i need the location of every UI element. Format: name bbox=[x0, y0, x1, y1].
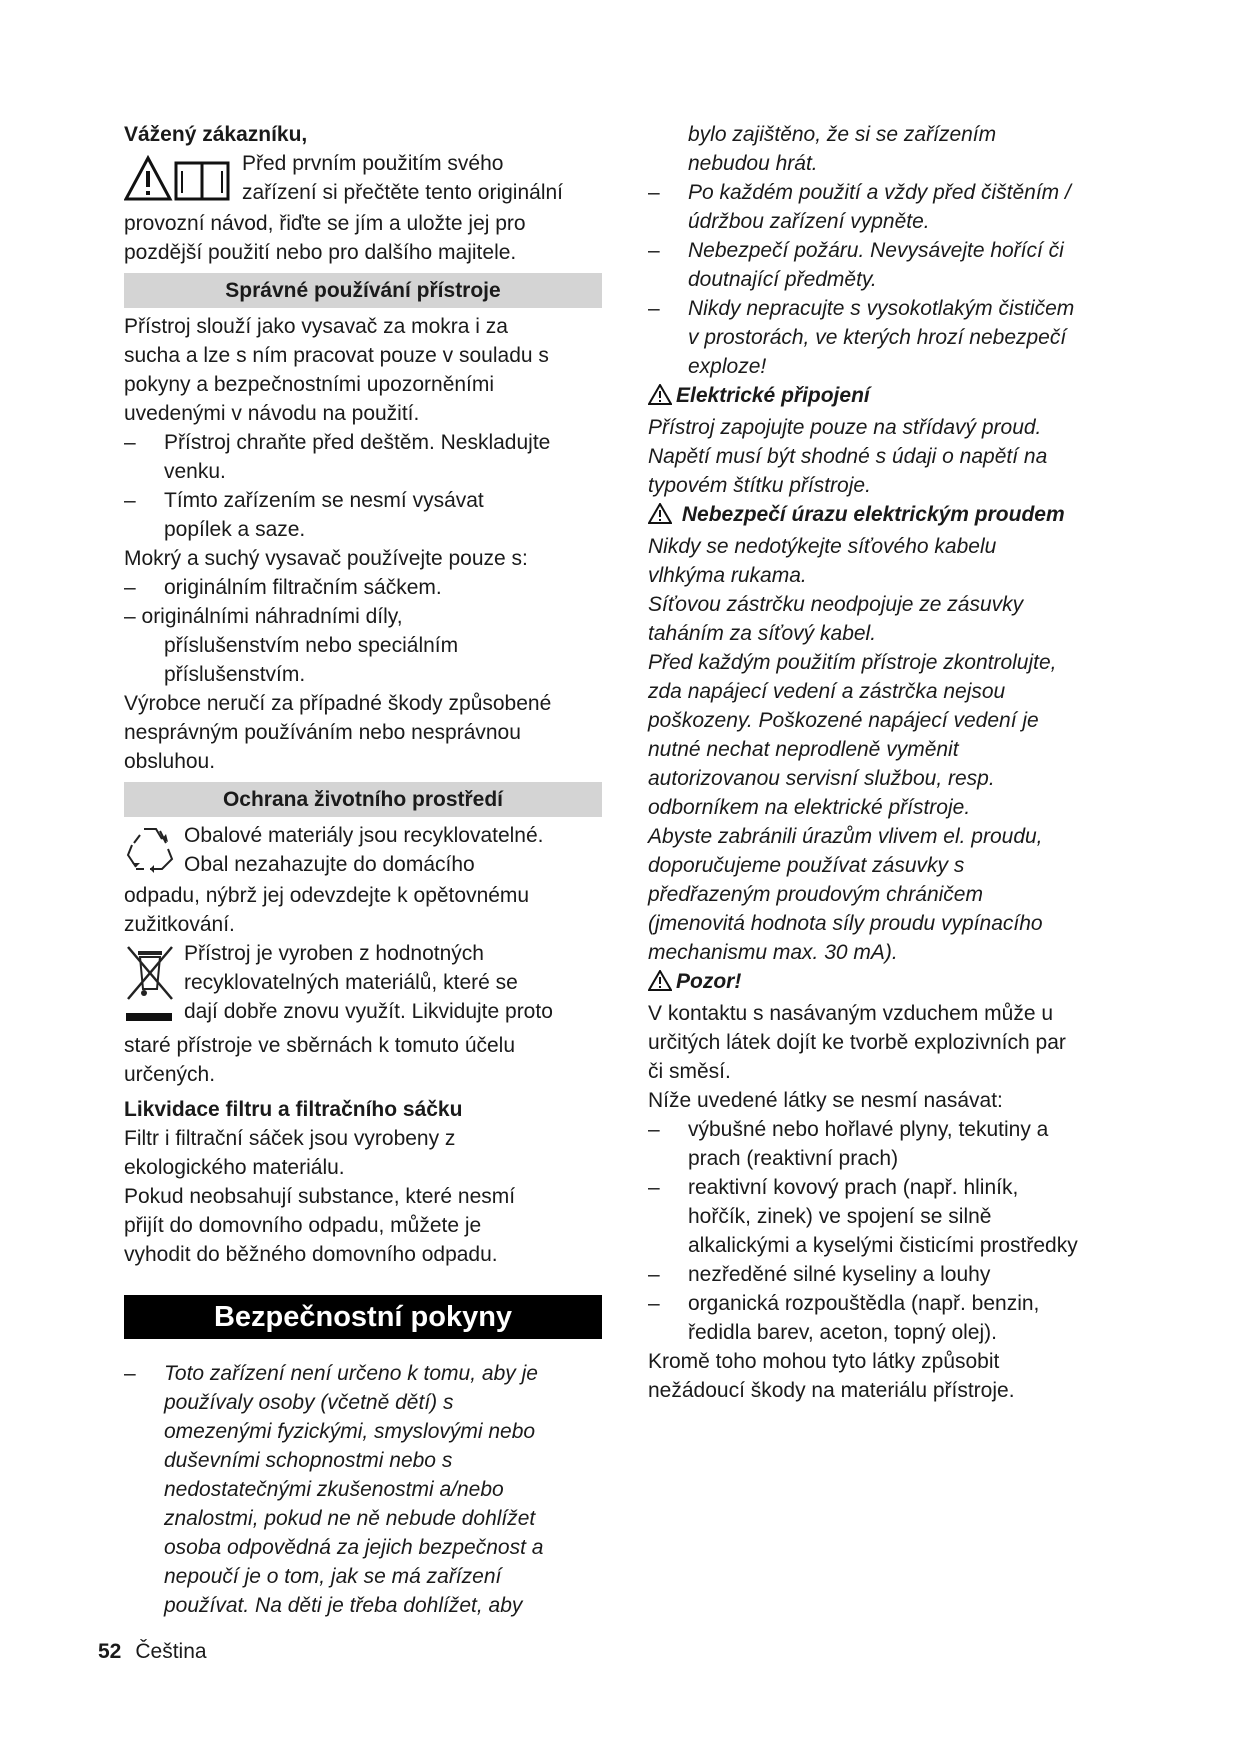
body-line: vyhodit do běžného domovního odpadu. bbox=[124, 1243, 498, 1266]
list-item-text: doutnající předměty. bbox=[688, 268, 877, 291]
dash-marker: – bbox=[648, 297, 660, 320]
right-column bbox=[648, 120, 1138, 1405]
list-item-text: duševními schopnostmi nebo s bbox=[164, 1449, 453, 1472]
crossed-bin-icon bbox=[124, 941, 176, 1031]
body-line: obsluhou. bbox=[124, 750, 216, 773]
list-item-text: Nikdy nepracujte s vysokotlakým čističem bbox=[688, 297, 1075, 320]
recycle-block bbox=[124, 821, 602, 939]
body-line: ekologického materiálu. bbox=[124, 1156, 345, 1179]
intro-line: pozdější použití nebo pro dalšího majitele. bbox=[124, 241, 517, 264]
body-line: (jmenovitá hodnota síly proudu vypínacího bbox=[648, 912, 1043, 935]
body-line: pokyny a bezpečnostními upozorněními bbox=[124, 373, 495, 396]
body-line: Nikdy se nedotýkejte síťového kabelu bbox=[648, 535, 997, 558]
warning-icon bbox=[648, 970, 672, 999]
list-item-text: Tímto zařízením se nesmí vysávat bbox=[164, 489, 484, 512]
list-item-text: příslušenstvím nebo speciálním bbox=[164, 634, 459, 657]
body-line: zužitkování. bbox=[124, 913, 235, 936]
list-item-text: omezenými fyzickými, smyslovými nebo bbox=[164, 1420, 536, 1443]
dash-marker: – bbox=[124, 576, 136, 599]
list-item-text: používat. Na děti je třeba dohlížet, aby bbox=[164, 1594, 523, 1617]
intro-block bbox=[124, 149, 602, 267]
list-item-text: nepoučí je o tom, jak se má zařízení bbox=[164, 1565, 502, 1588]
list-item-text: originálním filtračním sáčkem. bbox=[164, 576, 442, 599]
list-item-text: hořčík, zinek) ve spojení se silně bbox=[688, 1205, 992, 1228]
shock-heading-text: Nebezpečí úrazu elektrickým proudem bbox=[681, 503, 1065, 526]
list-item-text: Nebezpečí požáru. Nevysávejte hořící či bbox=[688, 239, 1064, 262]
greeting: Vážený zákazníku, bbox=[124, 123, 308, 146]
body-line: Pokud neobsahují substance, které nesmí bbox=[124, 1185, 516, 1208]
list-item-text: Přístroj chraňte před deštěm. Neskladujte bbox=[164, 431, 551, 454]
body-line: Obal nezahazujte do domácího bbox=[184, 853, 475, 876]
body-line: nutné nechat neprodleně vyměnit bbox=[648, 738, 959, 761]
body-line: odborníkem na elektrické přístroje. bbox=[648, 796, 971, 819]
list-item-text: alkalickými a kyselými čisticími prostředky bbox=[688, 1234, 1078, 1257]
dash-marker: – bbox=[648, 1292, 660, 1315]
intro-line: zařízení si přečtěte tento originální bbox=[242, 181, 564, 204]
body-line: Níže uvedené látky se nesmí nasávat: bbox=[648, 1089, 1003, 1112]
caution-heading bbox=[648, 967, 1138, 999]
body-line: sucha a lze s ním pracovat pouze v souladu s bbox=[124, 344, 549, 367]
list-item-text: organická rozpouštědla (např. benzin, bbox=[688, 1292, 1040, 1315]
body-line: dají dobře znovu využít. Likvidujte proto bbox=[184, 1000, 553, 1023]
list-item-text: v prostorách, ve kterých hrozí nebezpečí bbox=[688, 326, 1067, 349]
shock-heading bbox=[648, 500, 1138, 532]
body-line: odpadu, nýbrž jej odevzdejte k opětovnému bbox=[124, 884, 530, 907]
section-heading-environment: Ochrana životního prostředí bbox=[124, 782, 602, 817]
body-line: Abyste zabránili úrazům vlivem el. proudu, bbox=[648, 825, 1043, 848]
warning-icon bbox=[648, 384, 672, 413]
body-line: či směsí. bbox=[648, 1060, 731, 1083]
list-item-text: Toto zařízení není určeno k tomu, aby je bbox=[164, 1362, 538, 1385]
safety-heading: Bezpečnostní pokyny bbox=[124, 1295, 602, 1339]
body-line: přijít do domovního odpadu, můžete je bbox=[124, 1214, 482, 1237]
body-line: nežádoucí škody na materiálu přístroje. bbox=[648, 1379, 1015, 1402]
shock-body bbox=[648, 532, 1138, 967]
body-line: Přístroj je vyroben z hodnotných bbox=[184, 942, 484, 965]
body-line: Napětí musí být shodné s údaji o napětí na bbox=[648, 445, 1048, 468]
electrical-heading bbox=[648, 381, 1138, 413]
filter-heading: Likvidace filtru a filtračního sáčku bbox=[124, 1098, 463, 1121]
dash-marker: – bbox=[648, 1176, 660, 1199]
list-item bbox=[124, 486, 602, 544]
list-item-text: – originálními náhradními díly, bbox=[124, 605, 403, 628]
body-line: doporučujeme používat zásuvky s bbox=[648, 854, 965, 877]
body-line: V kontaktu s nasávaným vzduchem může u bbox=[648, 1002, 1054, 1025]
list-item-text: nebudou hrát. bbox=[688, 152, 818, 175]
list-item bbox=[124, 573, 602, 602]
body-line: Před každým použitím přístroje zkontrolujte, bbox=[648, 651, 1057, 674]
body-line: určitých látek dojít ke tvorbě explozivních par bbox=[648, 1031, 1066, 1054]
list-item-text: ředidla barev, aceton, topný olej). bbox=[688, 1321, 997, 1344]
list-item-text: bylo zajištěno, že si se zařízením bbox=[688, 123, 997, 146]
dash-marker: – bbox=[124, 1362, 136, 1385]
body-line: taháním za síťový kabel. bbox=[648, 622, 877, 645]
list-item bbox=[648, 1173, 1138, 1260]
warning-manual-icon bbox=[124, 155, 234, 209]
dash-marker: – bbox=[648, 239, 660, 262]
intro-line: Před prvním použitím svého bbox=[242, 152, 504, 175]
body-line: Mokrý a suchý vysavač používejte pouze s: bbox=[124, 547, 528, 570]
list-item-text: výbušné nebo hořlavé plyny, tekutiny a bbox=[688, 1118, 1049, 1141]
body-line: recyklovatelných materiálů, které se bbox=[184, 971, 518, 994]
page-footer bbox=[98, 1640, 207, 1664]
page-number: 52 bbox=[98, 1640, 122, 1663]
section-heading-proper-use: Správné používání přístroje bbox=[124, 273, 602, 308]
dash-marker: – bbox=[124, 489, 136, 512]
body-line: Kromě toho mohou tyto látky způsobit bbox=[648, 1350, 1000, 1373]
list-item-text: osoba odpovědná za jejich bezpečnost a bbox=[164, 1536, 544, 1559]
body-line: Obalové materiály jsou recyklovatelné. bbox=[184, 824, 544, 847]
list-item-text: prach (reaktivní prach) bbox=[688, 1147, 899, 1170]
list-item bbox=[648, 178, 1138, 236]
body-line: zda napájecí vedení a zástrčka nejsou bbox=[648, 680, 1006, 703]
body-line: mechanismu max. 30 mA). bbox=[648, 941, 898, 964]
body-line: staré přístroje ve sběrnách k tomuto účelu bbox=[124, 1034, 516, 1057]
body-line: nesprávným používáním nebo nesprávnou bbox=[124, 721, 521, 744]
left-column bbox=[124, 120, 602, 1620]
list-item bbox=[124, 428, 602, 486]
list-item-text: nezředěné silné kyseliny a louhy bbox=[688, 1263, 991, 1286]
warning-icon bbox=[648, 503, 672, 532]
body-line: určených. bbox=[124, 1063, 216, 1086]
list-item-text: exploze! bbox=[688, 355, 767, 378]
body-line: Filtr i filtrační sáček jsou vyrobeny z bbox=[124, 1127, 456, 1150]
body-line: uvedenými v návodu na použití. bbox=[124, 402, 420, 425]
list-item-text: používaly osoby (včetně dětí) s bbox=[164, 1391, 454, 1414]
body-line: poškozeny. Poškozené napájecí vedení je bbox=[648, 709, 1039, 732]
body-line: Síťovou zástrčku neodpojuje ze zásuvky bbox=[648, 593, 1024, 616]
caution-heading-text: Pozor! bbox=[676, 970, 742, 993]
dash-marker: – bbox=[648, 1263, 660, 1286]
list-item-text: venku. bbox=[164, 460, 226, 483]
list-item bbox=[648, 1260, 1138, 1289]
list-item-text: Po každém použití a vždy před čištěním / bbox=[688, 181, 1071, 204]
body-line: Přístroj zapojujte pouze na střídavý proud. bbox=[648, 416, 1042, 439]
dash-marker: – bbox=[648, 181, 660, 204]
weee-block bbox=[124, 939, 602, 1089]
list-item-text: popílek a saze. bbox=[164, 518, 306, 541]
list-item bbox=[648, 294, 1138, 381]
list-item-text: nedostatečnými zkušenostmi a/nebo bbox=[164, 1478, 504, 1501]
list-item-text: reaktivní kovový prach (např. hliník, bbox=[688, 1176, 1019, 1199]
list-item-text: znalostmi, pokud ne ně nebude dohlížet bbox=[164, 1507, 536, 1530]
body-line: Výrobce neručí za případné škody způsobené bbox=[124, 692, 552, 715]
list-item bbox=[648, 1115, 1138, 1173]
footer-language: Čeština bbox=[135, 1640, 207, 1663]
list-item-text: údržbou zařízení vypněte. bbox=[688, 210, 930, 233]
body-line: Přístroj slouží jako vysavač za mokra i za bbox=[124, 315, 508, 338]
dash-marker: – bbox=[124, 431, 136, 454]
list-item bbox=[648, 236, 1138, 294]
dash-marker: – bbox=[648, 1118, 660, 1141]
list-item bbox=[648, 1289, 1138, 1347]
body-line: vlhkýma rukama. bbox=[648, 564, 807, 587]
electrical-heading-text: Elektrické připojení bbox=[676, 384, 870, 407]
list-item-text: příslušenstvím. bbox=[164, 663, 306, 686]
body-line: autorizovanou servisní službou, resp. bbox=[648, 767, 995, 790]
intro-line: provozní návod, řiďte se jím a uložte jej pro bbox=[124, 212, 526, 235]
list-item bbox=[124, 1359, 602, 1620]
recycle-icon bbox=[124, 823, 176, 881]
body-line: typovém štítku přístroje. bbox=[648, 474, 871, 497]
body-line: předřazeným proudovým chráničem bbox=[648, 883, 983, 906]
